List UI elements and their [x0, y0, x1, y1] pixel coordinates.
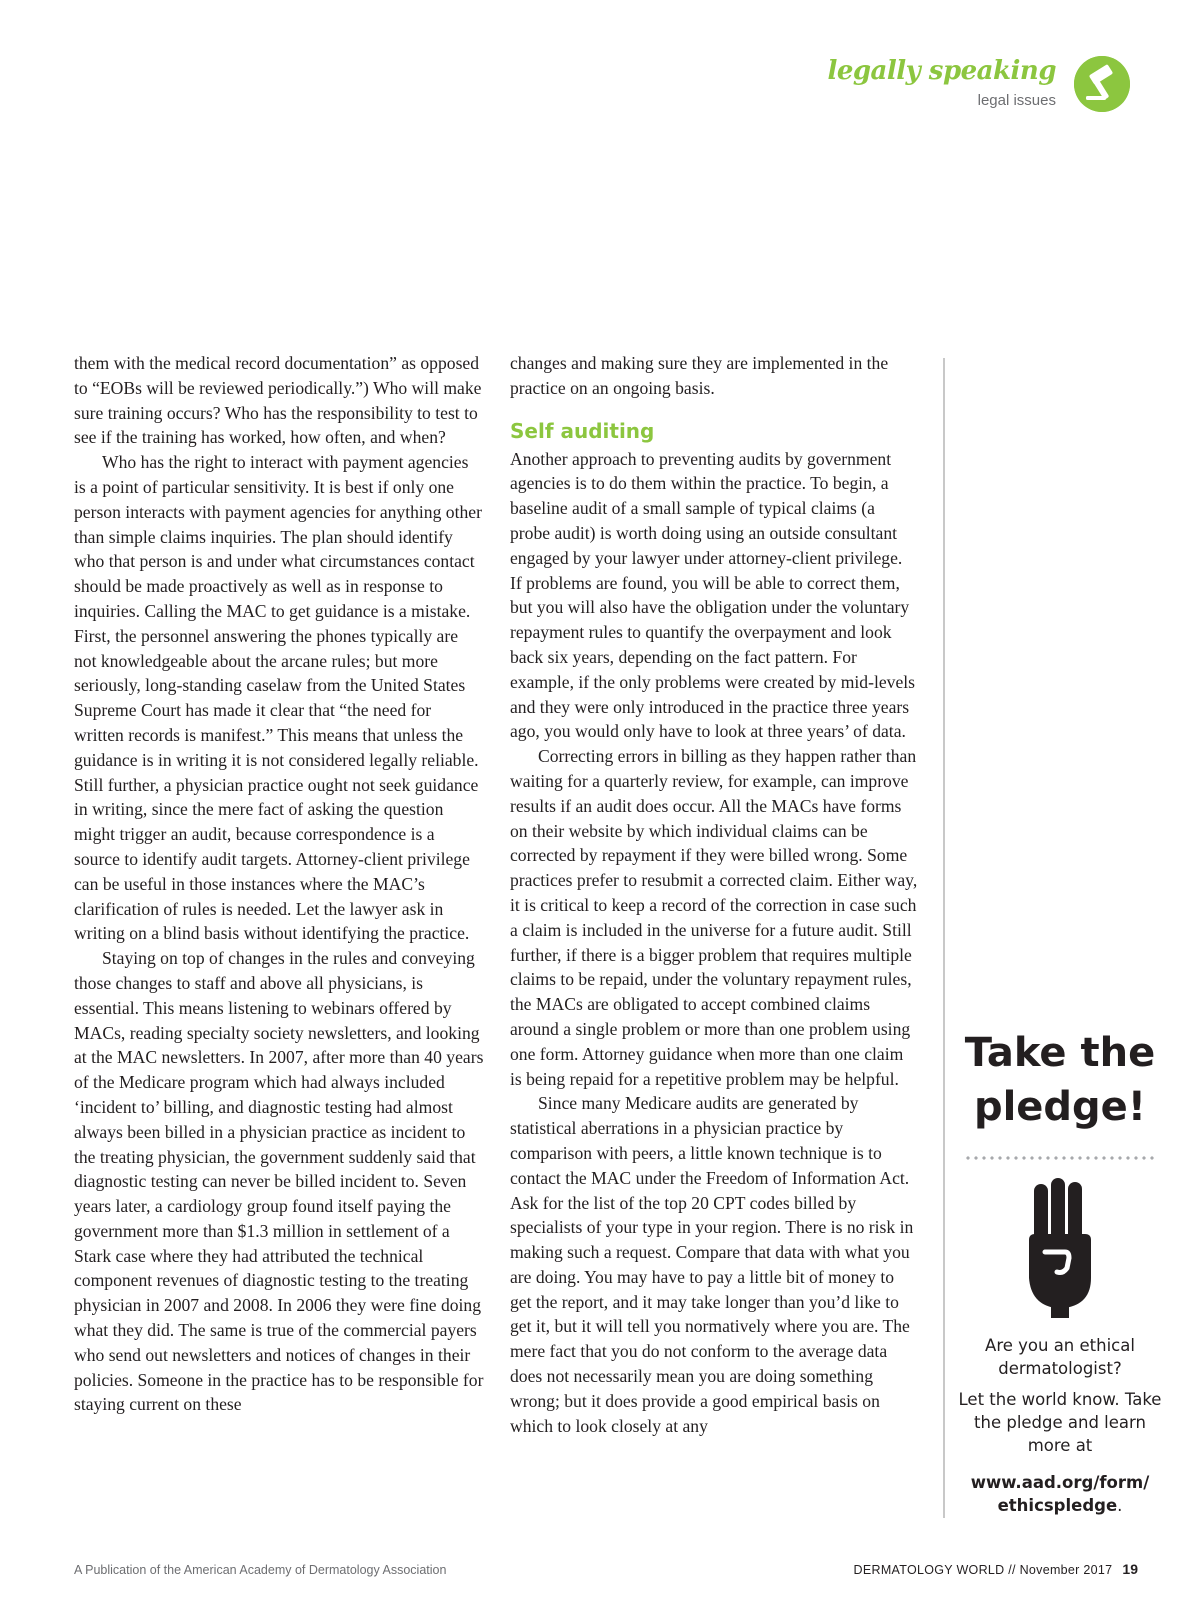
footer-publication: DERMATOLOGY WORLD // November 2017: [853, 1563, 1113, 1577]
paragraph: Staying on top of changes in the rules and conveying those changes to staff and above all physicians, is essential. This means listening to webinars offered by MACs, reading specialty society newsletters, and looking at the MAC newsletters. In 2007, after more than 40 years of the Medicare program which had always included ‘incident to’ billing, and diagnostic testing had almost always been billed in a physician practice as incident to the treating physician, the government suddenly said that diagnostic testing can never be billed incident to. Seven years later, a cardiology group found itself paying the government more than $1.3 million in settlement of a Stark case where they had attributed the technical component revenues of diagnostic testing to the treating physician in 2007 and 2008. In 2006 they were fine doing what they did. The same is true of the commercial payers who send out newsletters and notices of changes in their policies. Someone in the practice has to be responsible for staying current on these: [74, 948, 484, 1415]
page-number: 19: [1122, 1561, 1138, 1577]
footer-folio: [854, 1561, 1138, 1577]
pledge-title-line2: pledge!: [973, 1084, 1147, 1130]
pledge-title: [955, 1026, 1165, 1134]
dotted-divider: [964, 1156, 1156, 1160]
article-column-1: [74, 351, 484, 1417]
pledge-hand-icon: [1015, 1178, 1105, 1318]
section-header: [810, 52, 1130, 122]
paragraph: Another approach to preventing audits by government agencies is to do them within the practice. To begin, a baseline audit of a small sample of typical claims (a probe audit) is worth doing using an outside consultant engaged by your lawyer under attorney-client privilege. If problems are found, you will be able to correct them, but you will also have the obligation under the voluntary repayment rules to quantify the overpayment and look back six years, depending on the fact pattern. For example, if the only problems were created by mid-levels and they were only introduced in the practice three years ago, you would only have to look at three years’ of data.: [510, 448, 915, 742]
footer-publisher: A Publication of the American Academy of Dermatology Association: [74, 1563, 447, 1577]
section-title: legally speaking: [827, 56, 1056, 86]
gavel-icon: [1074, 56, 1130, 112]
subheading-self-auditing: Self auditing: [510, 418, 655, 443]
pledge-link[interactable]: [955, 1471, 1165, 1517]
section-subtitle: legal issues: [977, 92, 1056, 109]
pledge-url-line1[interactable]: www.aad.org/form/: [970, 1473, 1150, 1492]
pledge-cta: Let the world know. Take the pledge and learn more at: [958, 1390, 1162, 1455]
pledge-url-line2[interactable]: ethicspledge: [997, 1496, 1118, 1515]
pledge-question: Are you an ethical dermatologist?: [985, 1336, 1135, 1378]
paragraph: Since many Medicare audits are generated by statistical aberrations in a physician practice by comparison with peers, a little known technique is to contact the MAC under the Freedom of Information Act. Ask for the list of the top 20 CPT codes billed by specialists of your type in your region. There is no risk in making such a request. Compare that data with what you are doing. You may have to pay a little bit of money to get the report, and it may take longer than you’d like to get it, but it will tell you normatively where you are. The mere fact that you do not conform to the average data does not necessarily mean you are doing something wrong; but it does provide a good empirical basis on which to look closely at any: [510, 1093, 914, 1436]
pledge-title-line1: Take the: [964, 1030, 1156, 1076]
column-divider: [943, 358, 945, 1518]
paragraph: Correcting errors in billing as they happen rather than waiting for a quarterly review, for example, can improve results if an audit does occur. All the MACs have forms on their website by which individual claims can be corrected by repayment if they were billed wrong. Some practices prefer to resubmit a corrected claim. Either way, it is critical to keep a record of the correction in case such a claim is included in the universe for a future audit. Still further, if there is a bigger problem that requires multiple claims to be repaid, under the voluntary repayment rules, the MACs are obligated to accept combined claims around a single problem or more than one problem using one form. Attorney guidance when more than one claim is being repaid for a repetitive problem may be helpful.: [510, 746, 918, 1089]
paragraph: them with the medical record documentation” as opposed to “EOBs will be reviewed periodically.”) Who will make sure training occurs? Who has the responsibility to test to see if the training has worked, how often, and when?: [74, 353, 482, 448]
pledge-url-period: .: [1117, 1496, 1123, 1515]
article-column-2: [510, 351, 918, 1438]
paragraph: changes and making sure they are implemented in the practice on an ongoing basis.: [510, 353, 889, 398]
pledge-sidebar: [955, 1026, 1165, 1517]
paragraph: Who has the right to interact with payment agencies is a point of particular sensitivity. It is best if only one person interacts with payment agencies for anything other than simple claims inquiries. The plan should identify who that person is and under what circumstances contact should be made proactively as well as in response to inquiries. Calling the MAC to get guidance is a mistake. First, the personnel answering the phones typically are not knowledgeable about the arcane rules; but more seriously, long-standing caselaw from the United States Supreme Court has made it clear that “the need for written records is manifest.” This means that unless the guidance is in writing it is not considered legally reliable. Still further, a physician practice ought not seek guidance in writing, since the mere fact of asking the question might trigger an audit, because correspondence is a source to identify audit targets. Attorney-client privilege can be useful in those instances where the MAC’s clarification of rules is needed. Let the lawyer ask in writing on a blind basis without identifying the practice.: [74, 452, 482, 944]
